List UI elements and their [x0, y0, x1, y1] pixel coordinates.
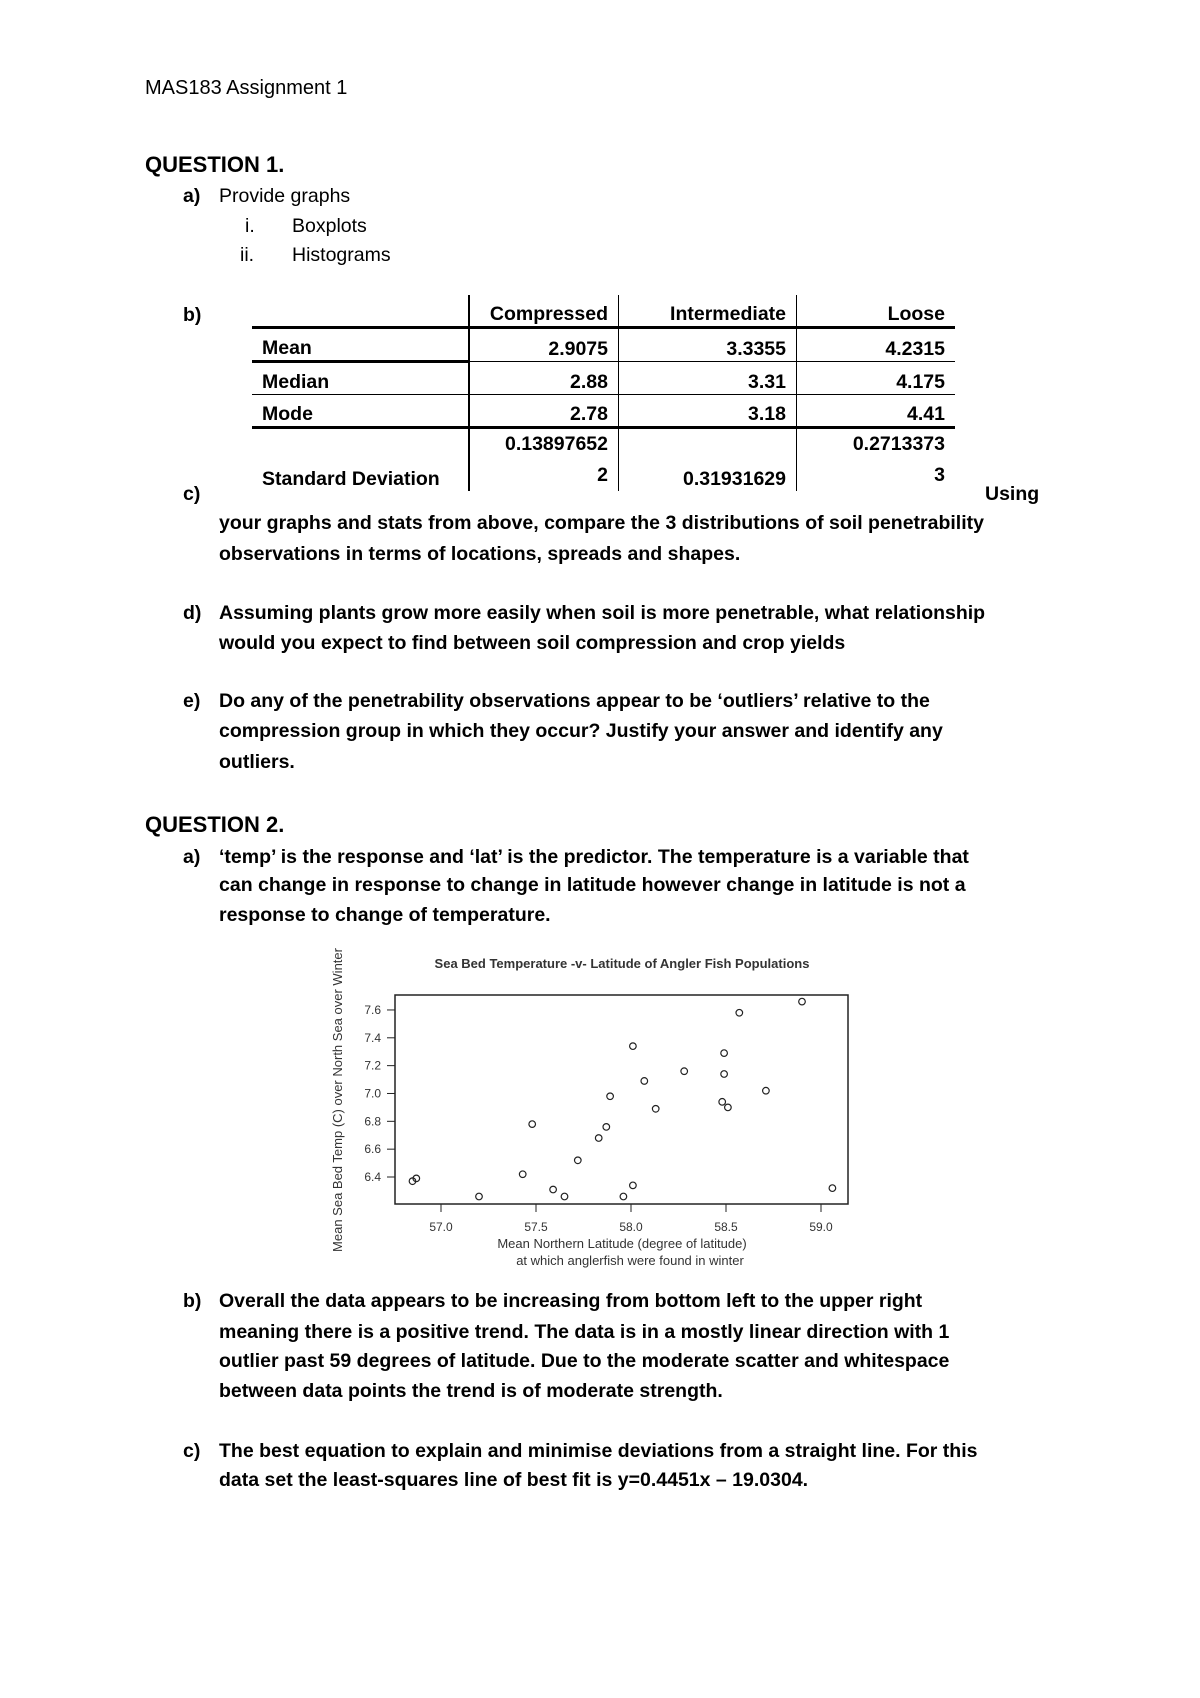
q1e-label: e) — [183, 690, 201, 712]
data-point — [476, 1193, 483, 1200]
q1c-line: your graphs and stats from above, compare the 3 distributions of soil penetrability — [219, 512, 984, 534]
data-point — [641, 1078, 648, 1085]
plot-frame — [395, 995, 848, 1204]
q1a-item-num: i. — [245, 215, 255, 237]
q2a-line: can change in response to change in latitude however change in latitude is not a — [219, 874, 966, 896]
x-axis-label: Mean Northern Latitude (degree of latitude) — [497, 1236, 747, 1251]
table-cell: 2.88 — [469, 362, 619, 395]
table-header-cell: Compressed — [469, 295, 619, 328]
data-point — [630, 1182, 637, 1189]
table-cell: 4.2315 — [797, 328, 956, 362]
y-tick-label: 7.0 — [364, 1086, 381, 1101]
q2c-label: c) — [183, 1440, 201, 1462]
data-point — [799, 998, 806, 1005]
q1d-label: d) — [183, 602, 202, 624]
data-point — [630, 1043, 637, 1050]
row-label: Mean — [252, 328, 469, 362]
q1a-item-num: ii. — [240, 244, 255, 266]
q1e-line: compression group in which they occur? Justify your answer and identify any — [219, 720, 943, 742]
data-point — [550, 1186, 557, 1193]
q2c-line: The best equation to explain and minimise deviations from a straight line. For this — [219, 1440, 978, 1462]
data-point — [620, 1193, 627, 1200]
data-point — [652, 1105, 659, 1112]
q2b-line: Overall the data appears to be increasing from bottom left to the upper right — [219, 1290, 923, 1312]
data-point — [721, 1050, 728, 1057]
q2b-line: meaning there is a positive trend. The data is in a mostly linear direction with 1 — [219, 1321, 950, 1343]
x-tick-label: 57.0 — [429, 1220, 453, 1234]
q2c-line: data set the least-squares line of best fit is y=0.4451x – 19.0304. — [219, 1469, 809, 1491]
q1c-line: Using — [985, 483, 1040, 505]
table-cell: 4.175 — [797, 362, 956, 395]
y-tick-label: 6.8 — [364, 1114, 381, 1129]
data-point — [725, 1104, 732, 1111]
q1a-text: Provide graphs — [219, 185, 351, 207]
data-point — [829, 1185, 836, 1192]
y-axis-label: Mean Sea Bed Temp (C) over North Sea over Winter — [330, 948, 345, 1252]
q2b-label: b) — [183, 1290, 202, 1312]
data-point — [519, 1171, 526, 1178]
q1a-label: a) — [183, 185, 201, 207]
table-header-cell: Intermediate — [619, 295, 797, 328]
q1a-item-text: Boxplots — [292, 215, 367, 237]
data-point — [603, 1124, 610, 1131]
q1e-line: outliers. — [219, 751, 295, 773]
table-cell: 3.3355 — [619, 328, 797, 362]
document-header: MAS183 Assignment 1 — [145, 77, 348, 99]
data-point — [607, 1093, 614, 1100]
x-tick-label: 59.0 — [809, 1220, 833, 1234]
sd-part: 3 — [934, 464, 945, 486]
table-cell: 2.78 — [469, 395, 619, 428]
data-point — [529, 1121, 536, 1128]
row-label: Median — [252, 362, 469, 395]
question-1-title: QUESTION 1. — [145, 152, 285, 177]
y-tick-label: 6.4 — [364, 1170, 381, 1184]
q2a-label: a) — [183, 846, 201, 868]
sd-part: 0.2713373 — [852, 433, 945, 455]
q2b-line: between data points the trend is of moderate strength. — [219, 1380, 723, 1402]
q2a-line: ‘temp’ is the response and ‘lat’ is the predictor. The temperature is a variable that — [219, 846, 969, 868]
table-cell: 3.18 — [619, 395, 797, 428]
sd-part: 2 — [597, 464, 608, 486]
data-point — [561, 1193, 568, 1200]
table-header-cell: Loose — [797, 295, 956, 328]
sd-part: 0.13897652 — [504, 433, 608, 455]
data-point — [681, 1068, 688, 1075]
q1c-label: c) — [183, 483, 201, 505]
y-tick-label: 6.6 — [364, 1142, 381, 1157]
table-cell: 2.9075 — [469, 328, 619, 362]
data-point — [721, 1071, 728, 1078]
q1c-line: observations in terms of locations, spreads and shapes. — [219, 543, 741, 565]
table-cell: 0.31931629 — [619, 428, 797, 492]
row-label: Mode — [252, 395, 469, 428]
y-tick-label: 7.4 — [364, 1030, 381, 1045]
y-tick-label: 7.6 — [364, 1002, 381, 1017]
data-point — [719, 1099, 726, 1106]
data-point — [763, 1087, 770, 1094]
y-tick-label: 7.2 — [364, 1058, 381, 1073]
table-cell: 4.41 — [797, 395, 956, 428]
q1b-label: b) — [183, 304, 202, 326]
x-axis-label: at which anglerfish were found in winter — [516, 1253, 744, 1268]
x-tick-label: 57.5 — [524, 1220, 548, 1234]
chart-title: Sea Bed Temperature -v- Latitude of Angler Fish Populations — [434, 956, 810, 971]
q1d-line: would you expect to find between soil compression and crop yields — [219, 632, 846, 654]
table-cell: 3.31 — [619, 362, 797, 395]
data-point — [575, 1157, 582, 1164]
x-tick-label: 58.5 — [714, 1220, 738, 1234]
data-point — [595, 1135, 602, 1142]
data-point — [736, 1009, 743, 1016]
x-tick-label: 58.0 — [619, 1220, 643, 1234]
row-label: Standard Deviation — [252, 428, 469, 492]
q2a-line: response to change of temperature. — [219, 904, 551, 926]
q1e-line: Do any of the penetrability observations appear to be ‘outliers’ relative to the — [219, 690, 930, 712]
q1d-line: Assuming plants grow more easily when soil is more penetrable, what relationship — [219, 602, 986, 624]
q2b-line: outlier past 59 degrees of latitude. Due to the moderate scatter and whitespace — [219, 1350, 950, 1372]
question-2-title: QUESTION 2. — [145, 812, 285, 837]
q1a-item-text: Histograms — [292, 244, 391, 266]
